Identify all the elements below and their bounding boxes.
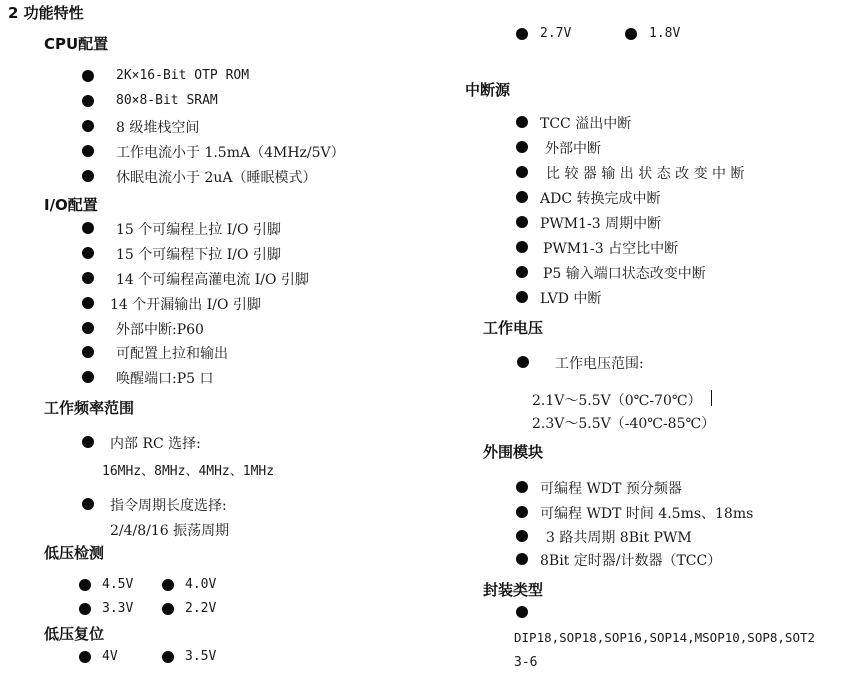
package-list: DIP18,SOP18,SOP16,SOP14,MSOP10,SOP8,SOT2 <box>514 630 816 645</box>
list-item: LVD 中断 <box>540 291 602 307</box>
list-item: 8 级堆栈空间 <box>116 120 200 136</box>
list-item: 外部中断:P60 <box>116 322 204 338</box>
list-item: 15 个可编程下拉 I/O 引脚 <box>116 247 281 263</box>
list-item: 工作电流小于 1.5mA（4MHz/5V） <box>116 145 345 161</box>
bullet-icon <box>516 553 528 565</box>
list-item: 可编程 WDT 时间 4.5ms、18ms <box>540 506 754 522</box>
io-config-heading: I/O配置 <box>44 196 98 214</box>
list-item: TCC 溢出中断 <box>540 116 632 132</box>
list-item: 2.2V <box>185 601 217 616</box>
package-heading: 封装类型 <box>483 581 544 599</box>
bullet-icon <box>82 272 94 284</box>
list-item: 2K×16-Bit OTP ROM <box>116 68 250 83</box>
freq-range-heading: 工作频率范围 <box>44 399 135 417</box>
bullet-icon <box>516 241 528 253</box>
peripheral-heading: 外围模块 <box>483 443 544 461</box>
list-item-detail: 2/4/8/16 振荡周期 <box>110 523 230 539</box>
bullet-icon <box>79 579 91 591</box>
list-item: 指令周期长度选择: <box>110 498 227 514</box>
list-item: 比 较 器 输 出 状 态 改 变 中 断 <box>546 166 745 182</box>
list-item: PWM1-3 周期中断 <box>540 216 662 232</box>
section-title: 2 功能特性 <box>8 4 84 22</box>
text-cursor <box>711 390 712 406</box>
bullet-icon <box>516 291 528 303</box>
bullet-icon <box>82 322 94 334</box>
list-item-detail: 16MHz、8MHz、4MHz、1MHz <box>102 464 275 479</box>
bullet-icon <box>82 222 94 234</box>
list-item: 唤醒端口:P5 口 <box>116 371 214 387</box>
list-item: 3.5V <box>185 649 217 664</box>
list-item: 4.5V <box>102 577 134 592</box>
bullet-icon <box>79 651 91 663</box>
bullet-icon <box>82 346 94 358</box>
list-item: 工作电压范围: <box>555 356 644 372</box>
bullet-icon <box>517 356 529 368</box>
list-item: 可配置上拉和输出 <box>116 346 228 362</box>
list-item: PWM1-3 占空比中断 <box>543 241 679 257</box>
voltage-heading: 工作电压 <box>483 319 544 337</box>
bullet-icon <box>82 371 94 383</box>
lvd-heading: 低压检测 <box>44 544 105 562</box>
bullet-icon <box>516 166 528 178</box>
bullet-icon <box>516 266 528 278</box>
interrupt-heading: 中断源 <box>465 81 511 99</box>
bullet-icon <box>82 170 94 182</box>
list-item: 外部中断 <box>545 141 601 157</box>
cpu-config-heading: CPU配置 <box>44 35 109 53</box>
list-item: ADC 转换完成中断 <box>540 191 661 207</box>
list-item: P5 输入端口状态改变中断 <box>543 266 706 282</box>
bullet-icon <box>162 651 174 663</box>
list-item: 可编程 WDT 预分频器 <box>540 481 682 497</box>
bullet-icon <box>516 28 528 40</box>
bullet-icon <box>82 498 94 510</box>
list-item: 4.0V <box>185 577 217 592</box>
package-list-continued: 3-6 <box>514 655 538 670</box>
list-item: 4V <box>102 649 118 664</box>
bullet-icon <box>82 145 94 157</box>
bullet-icon <box>79 603 91 615</box>
list-item: 80×8-Bit SRAM <box>116 93 218 108</box>
bullet-icon <box>162 579 174 591</box>
bullet-icon <box>82 436 94 448</box>
bullet-icon <box>82 95 94 107</box>
bullet-icon <box>516 141 528 153</box>
list-item: 14 个可编程高灌电流 I/O 引脚 <box>116 272 309 288</box>
bullet-icon <box>516 506 528 518</box>
list-item: 15 个可编程上拉 I/O 引脚 <box>116 222 281 238</box>
list-item: 休眠电流小于 2uA（睡眠模式） <box>116 170 317 186</box>
bullet-icon <box>625 28 637 40</box>
lvr-heading: 低压复位 <box>44 625 105 643</box>
bullet-icon <box>516 191 528 203</box>
list-item: 8Bit 定时器/计数器（TCC） <box>540 553 722 569</box>
bullet-icon <box>162 603 174 615</box>
bullet-icon <box>82 247 94 259</box>
voltage-range: 2.3V～5.5V（-40℃-85℃） <box>532 416 716 432</box>
bullet-icon <box>82 120 94 132</box>
list-item: 3 路共周期 8Bit PWM <box>546 530 692 546</box>
list-item: 14 个开漏输出 I/O 引脚 <box>110 297 261 313</box>
bullet-icon <box>82 297 94 309</box>
bullet-icon <box>82 70 94 82</box>
bullet-icon <box>516 530 528 542</box>
list-item: 3.3V <box>102 601 134 616</box>
voltage-range: 2.1V～5.5V（0℃-70℃） <box>532 393 702 409</box>
bullet-icon <box>516 481 528 493</box>
list-item: 1.8V <box>649 26 681 41</box>
list-item: 2.7V <box>540 26 572 41</box>
bullet-icon <box>516 216 528 228</box>
bullet-icon <box>516 606 528 618</box>
list-item: 内部 RC 选择: <box>110 436 201 452</box>
bullet-icon <box>516 116 528 128</box>
